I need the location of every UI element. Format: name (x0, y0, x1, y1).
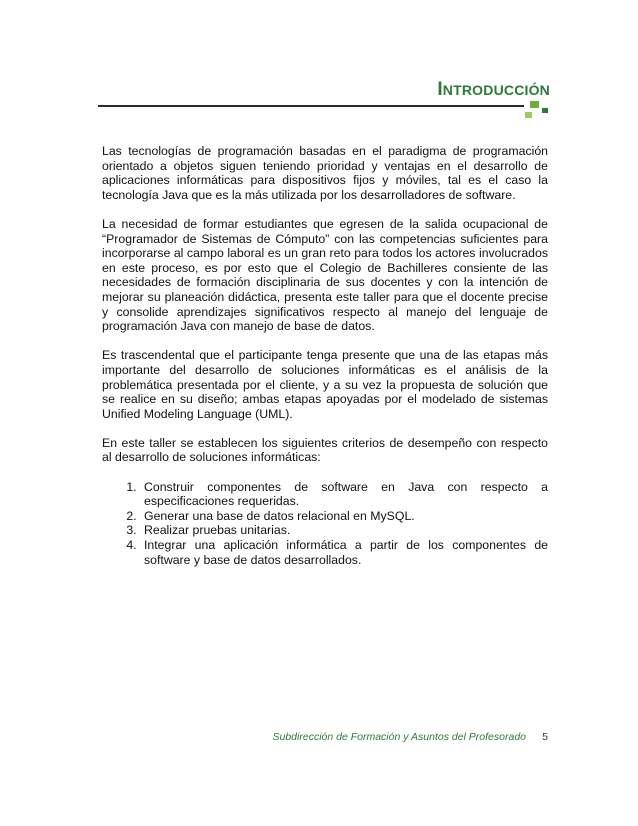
header-rule-line (98, 105, 524, 107)
paragraph: Las tecnologías de programación basadas en el paradigma de programación orientado a objetos siguen teniendo prioridad y ventajas en el desarrollo de aplicaciones informáticas para dispositivos fijos y móviles, tal es el caso la tecnología Java que es la más utilizada por los desarrolladores de software. (102, 144, 548, 202)
list-item: 4. Integrar una aplicación informática a partir de los componentes de software y base de datos desarrollados. (140, 538, 548, 567)
criteria-list (102, 480, 548, 568)
paragraph: La necesidad de formar estudiantes que egresen de la salida ocupacional de “Programador de Sistemas de Cómputo” con las competencias suficientes para incorporarse al campo laboral es un gran reto para todos los actores involucrados en este proceso, es por esto que el Colegio de Bachilleres consiente de las necesidades de formación disciplinaria de sus docentes y con la intención de mejorar su planeación didáctica, presenta este taller para que el docente precise y consolide aprendizajes significativos respecto al manejo del lenguaje de programación Java con manejo de base de datos. (102, 216, 548, 334)
paragraph: Es trascendental que el participante tenga presente que una de las etapas más importante del desarrollo de soluciones informáticas es el análisis de la problemática presentada por el cliente, y a su vez la propuesta de solución que se realice en su diseño; ambas etapas apoyadas por el modelado de sistemas Unified Modeling Language (UML). (102, 348, 548, 421)
header-rule-square (530, 101, 539, 108)
list-item: 3. Realizar pruebas unitarias. (140, 523, 548, 538)
list-item: 1. Construir componentes de software en Java con respecto a especificaciones requeridas. (140, 480, 548, 509)
paragraph: En este taller se establecen los siguientes criterios de desempeño con respecto al desarrollo de soluciones informáticas: (102, 435, 548, 465)
header-rule-square (542, 108, 548, 113)
page-title (437, 79, 550, 101)
header-rule-square (525, 112, 532, 118)
page-title-rest: NTRODUCCIÓN (442, 82, 550, 98)
list-item: 2. Generar una base de datos relacional en MySQL. (140, 509, 548, 524)
page-title-initial: I (437, 79, 443, 100)
page-number: 5 (542, 731, 548, 743)
body-text (102, 144, 548, 567)
footer-department: Subdirección de Formación y Asuntos del Profesorado (272, 731, 526, 743)
header-rule (98, 101, 548, 119)
